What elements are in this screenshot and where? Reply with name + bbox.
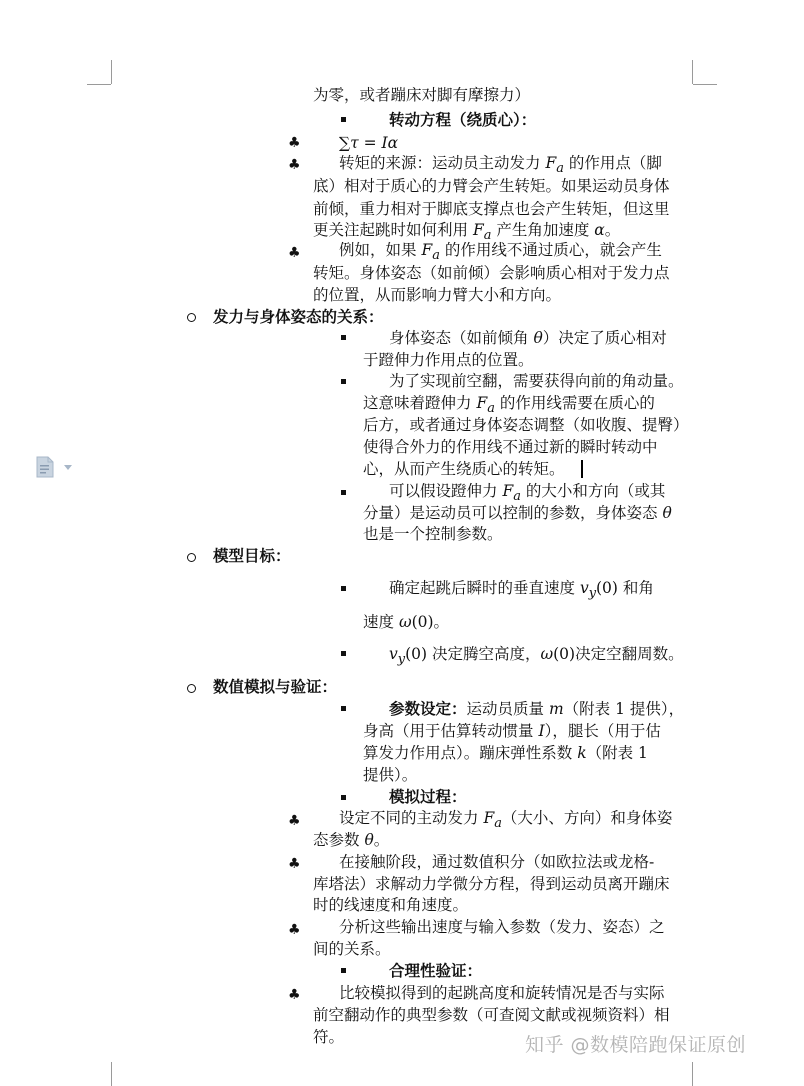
- text-line: 库塔法）求解动力学微分方程，得到运动员离开蹦床: [313, 875, 670, 893]
- text-line: 于蹬伸力作用点的位置。: [363, 351, 534, 369]
- club-bullet-icon: ♣: [288, 245, 301, 261]
- text-line: 例如，如果 $F_a$ 的作用线不通过质心，就会产生: [339, 241, 662, 264]
- text-line: 确定起跳后瞬时的垂直速度 $v_y(0)$ 和角: [389, 579, 654, 602]
- watermark: 知乎 @数模陪跑保证原创: [525, 1034, 747, 1056]
- club-bullet-icon: ♣: [288, 987, 301, 1003]
- text-line: 符。: [313, 1028, 345, 1046]
- text-line: 转矩的来源：运动员主动发力 $F_a$ 的作用点（脚: [339, 154, 662, 177]
- text-line: 态参数 θ。: [313, 831, 390, 849]
- section-heading: 模拟过程：: [389, 787, 467, 806]
- circle-bullet-icon: [187, 313, 196, 322]
- text-line: 为零，或者蹦床对脚有摩擦力）: [313, 86, 531, 104]
- text-line: 分量）是运动员可以控制的参数，身体姿态 θ: [363, 504, 672, 522]
- crop-mark-top-right-h: [693, 84, 717, 85]
- text-line: 参数设定：运动员质量 m（附表 1 提供），: [389, 699, 685, 718]
- square-bullet-icon: [341, 706, 346, 711]
- text-line: 前空翻动作的典型参数（可查阅文献或视频资料）相: [313, 1006, 670, 1024]
- crop-mark-bottom-right-v: [692, 1062, 693, 1086]
- square-bullet-icon: [341, 795, 346, 800]
- text-line: 也是一个控制参数。: [363, 525, 503, 543]
- text-line: 算发力作用点）。蹦床弹性系数 k（附表 1: [363, 744, 648, 762]
- section-heading: 模型目标：: [213, 546, 291, 565]
- text-line: 时的线速度和角速度。: [313, 896, 469, 914]
- section-heading: 数值模拟与验证：: [213, 677, 338, 696]
- crop-mark-bottom-left-v: [111, 1062, 112, 1086]
- text-line: 使得合外力的作用线不通过新的瞬时转动中: [363, 438, 658, 456]
- dropdown-arrow-icon[interactable]: [64, 465, 72, 470]
- text-line: 设定不同的主动发力 $F_a$（大小、方向）和身体姿: [339, 809, 673, 832]
- text-line: 比较模拟得到的起跳高度和旋转情况是否与实际: [339, 984, 665, 1002]
- equation: ∑τ = Iα: [339, 134, 399, 152]
- text-line: 提供）。: [363, 766, 418, 784]
- square-bullet-icon: [341, 490, 346, 495]
- club-bullet-icon: ♣: [288, 856, 301, 872]
- text-line: 的位置，从而影响力臂大小和方向。: [313, 286, 562, 304]
- text-line: 在接触阶段，通过数值积分（如欧拉法或龙格-: [339, 853, 655, 871]
- section-heading: 合理性验证：: [389, 961, 483, 980]
- square-bullet-icon: [341, 379, 346, 384]
- crop-mark-top-left-v: [111, 60, 112, 84]
- section-heading: 发力与身体姿态的关系：: [213, 307, 384, 326]
- text-line: $v_y(0)$ 决定腾空高度，ω(0)决定空翻周数。: [389, 645, 684, 668]
- text-line: 更关注起跳时如何利用 $F_a$ 产生角加速度 α。: [313, 221, 621, 244]
- text-line: 为了实现前空翻，需要获得向前的角动量。: [389, 372, 684, 390]
- text-line: 速度 ω(0)。: [363, 613, 450, 631]
- text-line: 身高（用于估算转动惯量 I），腿长（用于估: [363, 722, 661, 740]
- text-line: 后方，或者通过身体姿态调整（如收腹、提臀）: [363, 416, 689, 434]
- square-bullet-icon: [341, 651, 346, 656]
- text-line: 这意味着蹬伸力 $F_a$ 的作用线需要在质心的: [363, 394, 655, 417]
- text-line: 间的关系。: [313, 940, 391, 958]
- square-bullet-icon: [341, 586, 346, 591]
- text-line: 前倾，重力相对于脚底支撑点也会产生转矩，但这里: [313, 200, 670, 218]
- document-icon[interactable]: [36, 456, 54, 478]
- text-line: 身体姿态（如前倾角 θ）决定了质心相对: [389, 329, 667, 347]
- square-bullet-icon: [341, 117, 346, 122]
- circle-bullet-icon: [187, 553, 196, 562]
- square-bullet-icon: [341, 335, 346, 340]
- text-line: 底）相对于质心的力臂会产生转矩。如果运动员身体: [313, 177, 670, 195]
- crop-mark-top-left-h: [87, 84, 111, 85]
- crop-mark-top-right-v: [692, 60, 693, 84]
- text-line: 分析这些输出速度与输入参数（发力、姿态）之: [339, 918, 665, 936]
- text-line: 转矩。身体姿态（如前倾）会影响质心相对于发力点: [313, 264, 670, 282]
- text-cursor: [581, 460, 583, 478]
- club-bullet-icon: ♣: [288, 813, 301, 829]
- circle-bullet-icon: [187, 684, 196, 693]
- club-bullet-icon: ♣: [288, 157, 301, 173]
- section-heading: 转动方程（绕质心）：: [389, 110, 537, 129]
- club-bullet-icon: ♣: [288, 135, 301, 151]
- text-line: 可以假设蹬伸力 $F_a$ 的大小和方向（或其: [389, 482, 666, 505]
- square-bullet-icon: [341, 968, 346, 973]
- club-bullet-icon: ♣: [288, 922, 301, 938]
- text-line: 心，从而产生绕质心的转矩。: [363, 460, 565, 478]
